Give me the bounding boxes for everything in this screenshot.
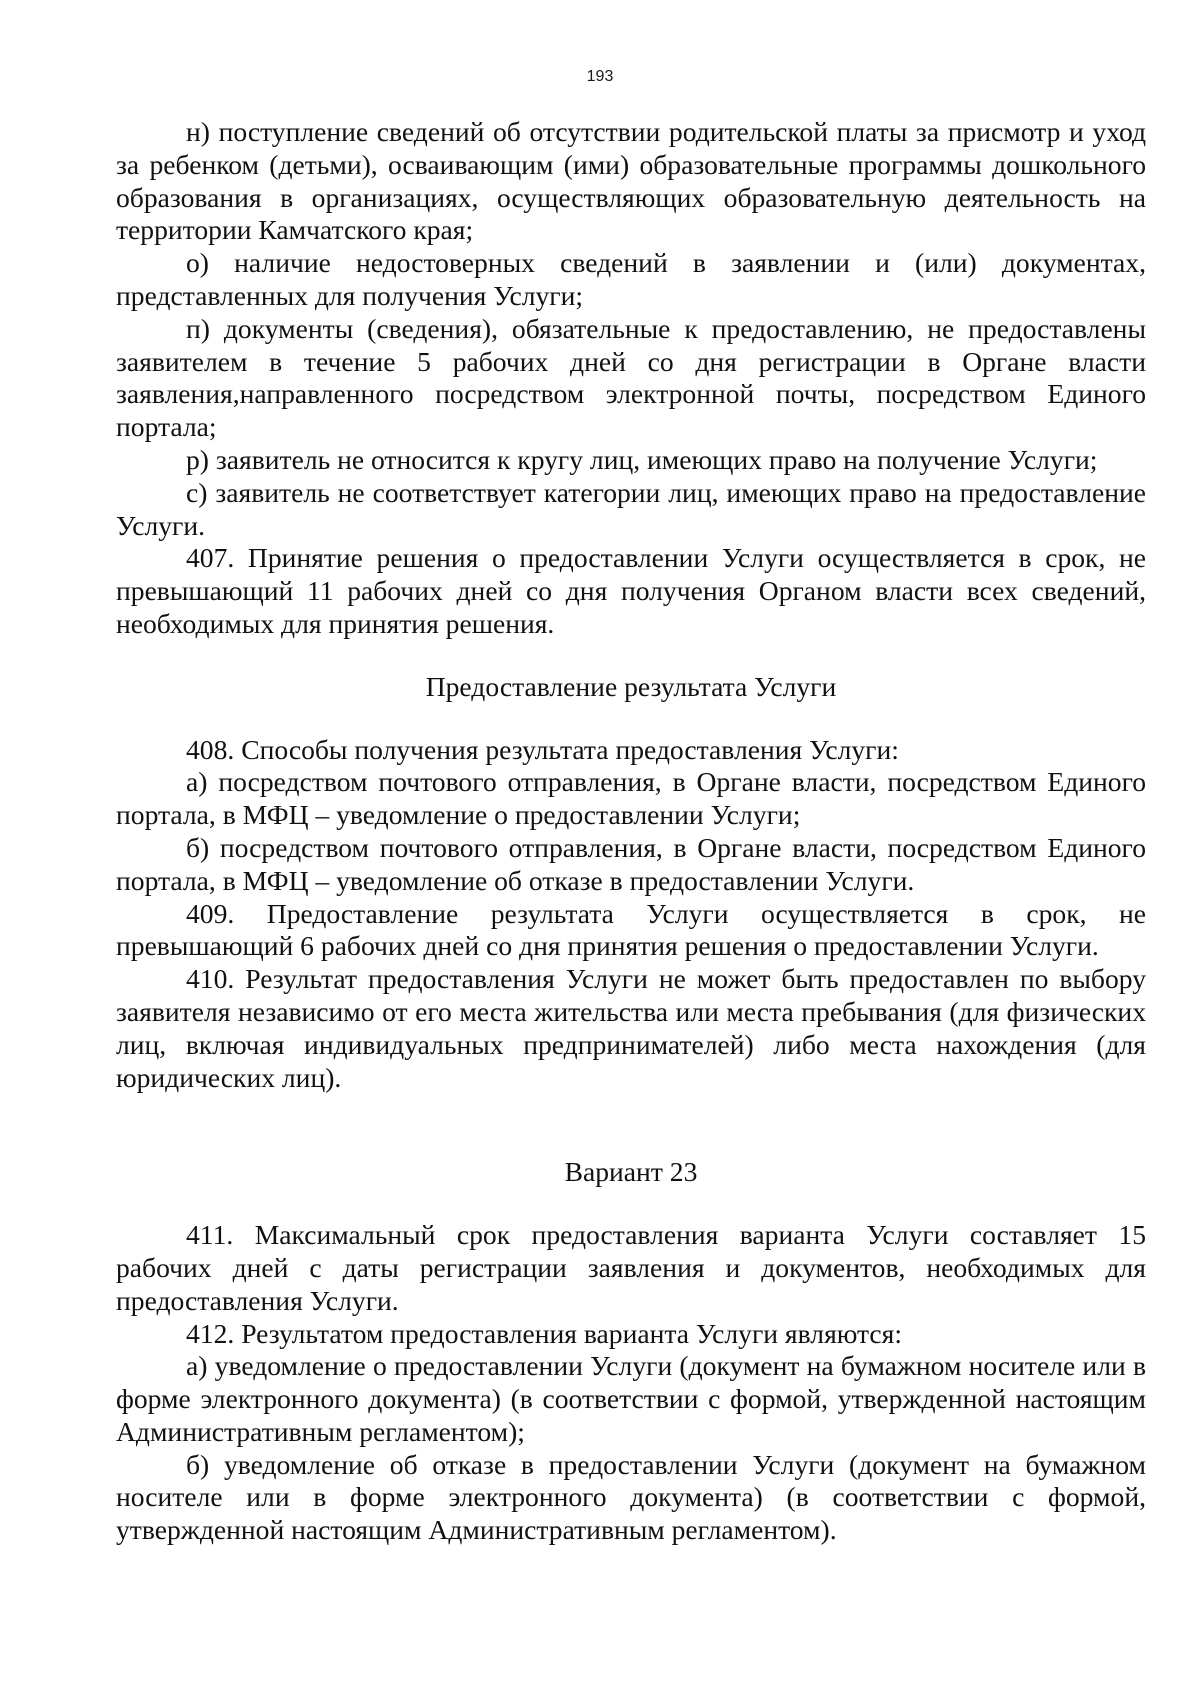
section-heading-variant: Вариант 23 bbox=[564, 1156, 698, 1188]
paragraph-412: 412. Результатом предоставления варианта Услуги являются: bbox=[186, 1317, 903, 1349]
paragraph-408-b: б) посредством почтового отправления, в Органе власти, посредством Единого портала, в МФЦ – уведомление об отказе в предоставлении Услуги. bbox=[116, 831, 1146, 896]
paragraph-item-r: р) заявитель не относится к кругу лиц, имеющих право на получение Услуги; bbox=[186, 443, 1098, 475]
paragraph-410: 410. Результат предоставления Услуги не может быть предоставлен по выбору заявителя независимо от его места жительства или места пребывания (для физических лиц, включая индивидуальных предпринимателей) либо места нахождения (для юридических лиц). bbox=[116, 963, 1146, 1093]
paragraph-407: 407. Принятие решения о предоставлении Услуги осуществляется в срок, не превышающий 11 рабочих дней со дня получения Органом власти всех сведений, необходимых для принятия решения. bbox=[116, 542, 1146, 639]
paragraph-item-s: с) заявитель не соответствует категории лиц, имеющих право на предоставление Услуги. bbox=[116, 476, 1146, 541]
paragraph-412-a: а) уведомление о предоставлении Услуги (документ на бумажном носителе или в форме электронного документа) (в соответствии с формой, утвержденной настоящим Административным регламентом); bbox=[116, 1350, 1146, 1447]
paragraph-item-n: н) поступление сведений об отсутствии родительской платы за присмотр и уход за ребенком (детьми), осваивающим (ими) образовательные программы дошкольного образования в организациях, осуществляющих образовательную деятельность на территории Камчатского края; bbox=[116, 116, 1146, 246]
document-body bbox=[116, 116, 1146, 1547]
paragraph-408-a: а) посредством почтового отправления, в Органе власти, посредством Единого портала, в МФЦ – уведомление о предоставлении Услуги; bbox=[116, 766, 1146, 831]
page-number: 193 bbox=[586, 68, 614, 85]
paragraph-411: 411. Максимальный срок предоставления варианта Услуги составляет 15 рабочих дней с даты регистрации заявления и документов, необходимых для предоставления Услуги. bbox=[116, 1219, 1146, 1316]
paragraph-409: 409. Предоставление результата Услуги осуществляется в срок, не превышающий 6 рабочих дней со дня принятия решения о предоставлении Услуги. bbox=[116, 897, 1146, 962]
section-heading-result: Предоставление результата Услуги bbox=[425, 670, 837, 702]
paragraph-item-p: п) документы (сведения), обязательные к предоставлению, не предоставлены заявителем в течение 5 рабочих дней со дня регистрации в Органе власти заявления,направленного посредством электронной почты, посредством Единого портала; bbox=[116, 312, 1146, 443]
paragraph-408: 408. Способы получения результата предоставления Услуги: bbox=[186, 733, 899, 765]
paragraph-412-b: б) уведомление об отказе в предоставлении Услуги (документ на бумажном носителе или в форме электронного документа) (в соответствии с формой, утвержденной настоящим Административным регламентом). bbox=[116, 1448, 1146, 1546]
paragraph-item-o: о) наличие недостоверных сведений в заявлении и (или) документах, представленных для получения Услуги; bbox=[116, 247, 1146, 311]
